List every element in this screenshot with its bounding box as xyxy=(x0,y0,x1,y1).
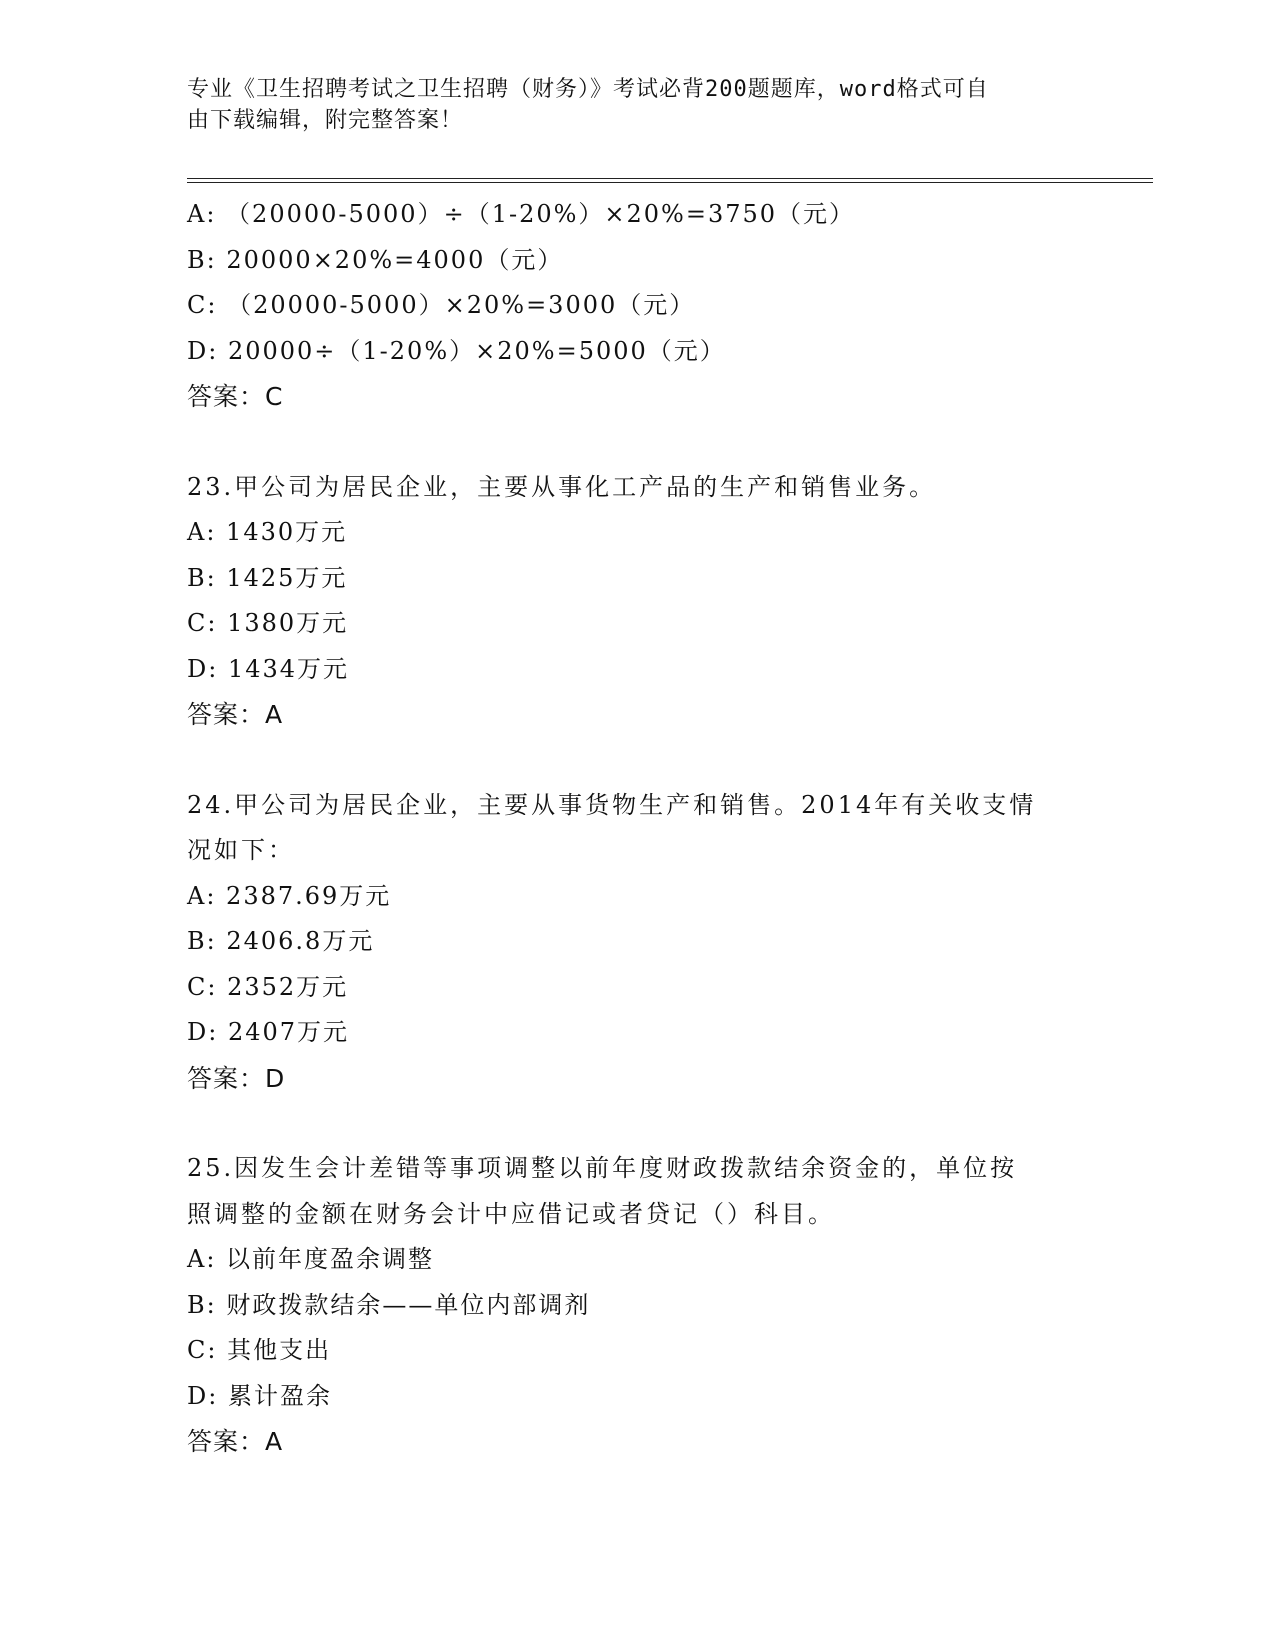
header-title-line-2: 由下载编辑，附完整答案！ xyxy=(187,108,464,133)
option-b: B: 财政拨款结余——单位内部调剂 xyxy=(187,1290,591,1319)
question-stem-continued: 照调整的金额在财务会计中应借记或者贷记（）科目。 xyxy=(187,1199,835,1228)
question-stem: 23.甲公司为居民企业，主要从事化工产品的生产和销售业务。 xyxy=(187,472,937,501)
option-d: D: 1434万元 xyxy=(187,654,350,683)
answer-line: 答案：A xyxy=(187,700,284,729)
question-23-block xyxy=(187,465,1087,738)
option-c: C: 2352万元 xyxy=(187,972,349,1001)
spacer xyxy=(187,420,1087,465)
answer-line: 答案：A xyxy=(187,1427,284,1456)
answer-line: 答案：C xyxy=(187,382,284,411)
header-title-line-1: 专业《卫生招聘考试之卫生招聘（财务）》考试必背200题题库，word格式可自 xyxy=(187,77,989,102)
question-stem-continued: 况如下： xyxy=(187,836,295,864)
option-c: C: 1380万元 xyxy=(187,609,349,637)
option-b: B: 1425万元 xyxy=(187,563,348,592)
document-content xyxy=(187,192,1087,1465)
header-divider xyxy=(187,178,1153,183)
question-22-block xyxy=(187,192,1087,420)
option-c: C: 其他支出 xyxy=(187,1336,332,1364)
question-stem: 25.因发生会计差错等事项调整以前年度财政拨款结余资金的，单位按 xyxy=(187,1154,1018,1182)
option-a: A: 2387.69万元 xyxy=(187,881,392,910)
spacer xyxy=(187,738,1087,783)
option-d: D: 累计盈余 xyxy=(187,1381,332,1410)
question-25-block xyxy=(187,1146,1087,1465)
option-b: B: 2406.8万元 xyxy=(187,927,375,955)
document-header xyxy=(187,74,1087,136)
question-stem: 24.甲公司为居民企业，主要从事货物生产和销售。2014年有关收支情 xyxy=(187,790,1037,819)
option-d: D: 20000÷（1-20%）×20%=5000（元） xyxy=(187,336,726,365)
answer-line: 答案：D xyxy=(187,1063,286,1093)
option-a: A: 以前年度盈余调整 xyxy=(187,1245,435,1273)
option-a: A: 1430万元 xyxy=(187,518,348,546)
option-b: B: 20000×20%=4000（元） xyxy=(187,245,564,274)
option-a: A: （20000-5000）÷（1-20%）×20%=3750（元） xyxy=(187,200,856,228)
option-c: C: （20000-5000）×20%=3000（元） xyxy=(187,291,696,319)
option-d: D: 2407万元 xyxy=(187,1018,350,1046)
question-24-block xyxy=(187,783,1087,1102)
spacer xyxy=(187,1101,1087,1146)
